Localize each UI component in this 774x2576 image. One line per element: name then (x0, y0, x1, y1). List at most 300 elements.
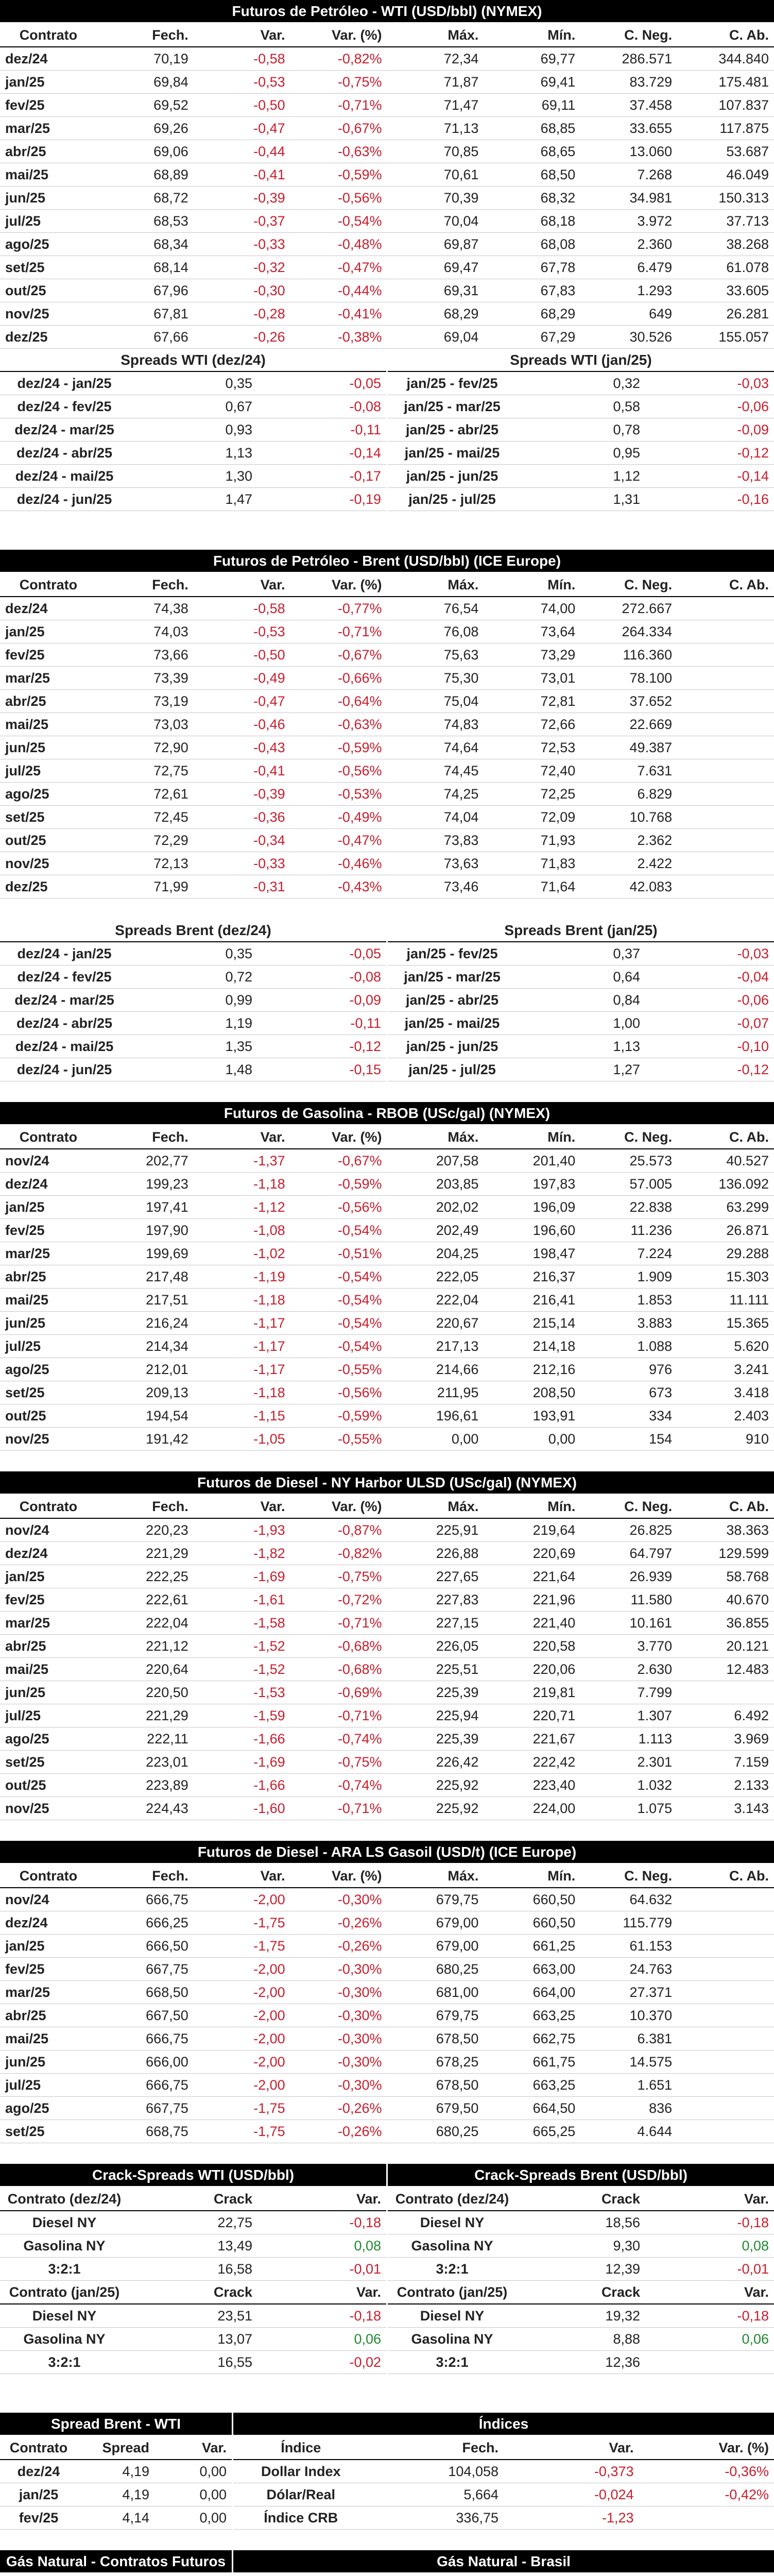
table-cell: 0,00 (484, 1428, 580, 1451)
table-cell: 1,19 (129, 1012, 257, 1035)
table-cell: jan/25 (0, 71, 97, 94)
table-cell: 227,83 (387, 1588, 484, 1612)
table-cell: 221,40 (484, 1612, 580, 1635)
table-cell: 11.111 (677, 1289, 774, 1312)
table-cell: -0,53 (194, 620, 290, 643)
table-cell: -0,44 (194, 140, 290, 163)
table-cell: -0,43% (290, 875, 387, 899)
column-header: Máx. (387, 1865, 484, 1888)
table-row (0, 736, 774, 759)
table-cell: -2,00 (194, 2050, 290, 2074)
table-cell: 33.655 (580, 117, 677, 140)
table-cell: dez/24 - abr/25 (0, 1012, 129, 1035)
table-cell: 70,39 (387, 187, 484, 210)
table-cell: 73,83 (387, 829, 484, 852)
column-header: C. Ab. (677, 24, 774, 47)
table-cell: 5,664 (369, 2483, 504, 2506)
table-row (0, 2050, 774, 2074)
table-cell: out/25 (0, 1774, 97, 1797)
table-cell: -0,59% (290, 1404, 387, 1428)
table-cell: 19,32 (517, 2304, 645, 2328)
column-header: Var. (257, 2188, 386, 2211)
table-cell: 220,64 (97, 1658, 194, 1681)
table-cell: dez/24 (0, 1542, 97, 1565)
wti-title: Futuros de Petróleo - WTI (USD/bbl) (NYMEX) (0, 0, 774, 24)
table-cell: jun/25 (0, 2050, 97, 2074)
table-cell: 115.779 (580, 1911, 677, 1935)
table-cell: 1.075 (580, 1797, 677, 1820)
table-cell: -0,03 (645, 942, 774, 965)
table-cell: mar/25 (0, 1981, 97, 2004)
table-cell: 155.057 (677, 326, 774, 349)
column-header: C. Ab. (677, 573, 774, 597)
table-cell: 3.770 (580, 1635, 677, 1658)
wti-table (0, 24, 774, 349)
table-header-row (0, 2436, 232, 2460)
table-cell: 2.422 (580, 852, 677, 875)
column-header: Fech. (97, 1865, 194, 1888)
column-header (233, 2574, 369, 2576)
table-cell: Gasolina NY (0, 2234, 129, 2258)
table-header-row (388, 2188, 774, 2211)
table-cell: 67,78 (484, 256, 580, 279)
table-cell: -1,18 (194, 1289, 290, 1312)
table-cell: -0,47% (290, 829, 387, 852)
column-header: Contrato (jan/25) (0, 2281, 129, 2304)
table-cell: 8,88 (517, 2328, 645, 2351)
table-cell: 4,19 (77, 2460, 154, 2483)
table-cell: dez/24 - jan/25 (0, 372, 129, 395)
table-cell: 224,43 (97, 1797, 194, 1820)
table-cell: 68,08 (484, 233, 580, 256)
table-cell: 680,25 (387, 2120, 484, 2143)
table-row (0, 1335, 774, 1358)
table-cell: 49.387 (580, 736, 677, 759)
table-row (0, 1196, 774, 1219)
table-cell: jul/25 (0, 2074, 97, 2097)
table-cell: 36.855 (677, 1612, 774, 1635)
table-cell (677, 667, 774, 690)
table-cell: -0,49% (290, 806, 387, 829)
table-cell: 216,24 (97, 1312, 194, 1335)
table-cell: 23,51 (129, 2304, 257, 2328)
table-cell: -0,53 (194, 71, 290, 94)
table-cell: -0,54% (290, 1265, 387, 1289)
table-row (0, 1888, 774, 1911)
column-header: Var. (154, 2436, 232, 2460)
table-cell: 3.883 (580, 1312, 677, 1335)
table-cell: 4,14 (77, 2506, 154, 2530)
table-row (388, 2304, 774, 2328)
column-header: Var. (257, 2281, 386, 2304)
table-cell: 13,07 (129, 2328, 257, 2351)
table-cell: -1,69 (194, 1565, 290, 1588)
table-cell: 37.652 (580, 690, 677, 713)
table-cell: 649 (580, 302, 677, 326)
crack-wti-dez-table (0, 2188, 386, 2281)
table-row (0, 1612, 774, 1635)
column-header: Fech. (97, 1126, 194, 1149)
table-cell: 1,48 (129, 1058, 257, 1081)
table-row (0, 1058, 386, 1081)
table-cell: jun/25 (0, 736, 97, 759)
table-cell: 67,66 (97, 326, 194, 349)
table-cell: Gasolina NY (388, 2234, 517, 2258)
table-cell: 68,72 (97, 187, 194, 210)
table-cell: fev/25 (0, 2506, 77, 2530)
table-cell: ago/25 (0, 1727, 97, 1751)
table-cell: 1.307 (580, 1704, 677, 1727)
table-cell: 68,53 (97, 210, 194, 233)
table-row (0, 256, 774, 279)
table-cell: -0,30% (290, 2027, 387, 2050)
table-cell: 58.768 (677, 1565, 774, 1588)
table-cell: 3.241 (677, 1358, 774, 1381)
table-cell: 72,34 (387, 47, 484, 71)
table-cell: 71,93 (484, 829, 580, 852)
table-row (0, 140, 774, 163)
table-cell: -1,58 (194, 1612, 290, 1635)
table-cell: 217,13 (387, 1335, 484, 1358)
table-row (388, 965, 774, 989)
table-cell: 197,83 (484, 1173, 580, 1196)
table-row (388, 2328, 774, 2351)
table-cell: dez/24 - abr/25 (0, 442, 129, 465)
indices-title: Índices (233, 2413, 774, 2436)
table-cell: 225,94 (387, 1704, 484, 1727)
table-cell: 11.580 (580, 1588, 677, 1612)
table-cell: 1,35 (129, 1035, 257, 1058)
wti-spreads-jan-title: Spreads WTI (jan/25) (388, 349, 774, 372)
table-cell: 220,06 (484, 1658, 580, 1681)
table-row (0, 1265, 774, 1289)
column-header: Contrato (dez/24) (388, 2188, 517, 2211)
table-cell: 214,34 (97, 1335, 194, 1358)
table-cell: -0,17 (257, 465, 386, 488)
table-cell: -0,14 (257, 442, 386, 465)
table-cell (677, 736, 774, 759)
table-cell: 0,64 (517, 965, 645, 989)
table-cell: -0,12 (645, 442, 774, 465)
table-cell: -1,75 (194, 2097, 290, 2120)
ulsd-title: Futuros de Diesel - NY Harbor ULSD (USc/gal) (NYMEX) (0, 1471, 774, 1495)
table-row (0, 1518, 774, 1542)
table-cell: -0,28 (194, 302, 290, 326)
table-cell: 264.334 (580, 620, 677, 643)
table-cell: 68,32 (484, 187, 580, 210)
column-header: Var. (%) (290, 1126, 387, 1149)
table-cell: 1,47 (129, 488, 257, 511)
table-cell: 666,25 (97, 1911, 194, 1935)
table-cell: 214,18 (484, 1335, 580, 1358)
table-cell: 217,51 (97, 1289, 194, 1312)
table-cell: 68,29 (484, 302, 580, 326)
column-header: Crack (517, 2188, 645, 2211)
table-cell: 3:2:1 (388, 2258, 517, 2281)
table-cell: -0,71% (290, 1612, 387, 1635)
table-cell: -0,024 (504, 2483, 639, 2506)
table-cell: -1,69 (194, 1751, 290, 1774)
table-cell: -0,72% (290, 1588, 387, 1612)
table-cell: -0,71% (290, 620, 387, 643)
crack-section (0, 2164, 774, 2374)
table-cell: mai/25 (0, 1658, 97, 1681)
table-row (388, 372, 774, 395)
table-cell: ago/25 (0, 1358, 97, 1381)
table-cell: 78.100 (580, 667, 677, 690)
table-cell: 73,29 (484, 643, 580, 667)
column-header: Crack (517, 2281, 645, 2304)
column-header: Var. (194, 24, 290, 47)
table-cell: 74,64 (387, 736, 484, 759)
table-cell: 30.526 (580, 326, 677, 349)
table-cell: 679,50 (387, 2097, 484, 2120)
column-header: Índice (233, 2436, 369, 2460)
table-cell: -0,49 (194, 667, 290, 690)
column-header (504, 2574, 639, 2576)
table-cell: 26.939 (580, 1565, 677, 1588)
table-cell: -0,30% (290, 2074, 387, 2097)
table-cell: 75,63 (387, 643, 484, 667)
table-cell: -0,33 (194, 233, 290, 256)
table-cell: 664,00 (484, 1981, 580, 2004)
table-row (0, 806, 774, 829)
table-row (0, 418, 386, 442)
table-row (0, 117, 774, 140)
table-cell: 191,42 (97, 1428, 194, 1451)
gas-section (0, 2550, 774, 2576)
table-row (0, 1242, 774, 1265)
table-cell: 0,95 (517, 442, 645, 465)
table-cell: 0,06 (257, 2328, 386, 2351)
table-row (0, 1035, 386, 1058)
table-row (0, 875, 774, 899)
table-cell (677, 2097, 774, 2120)
table-row (0, 210, 774, 233)
table-cell: Gasolina NY (388, 2328, 517, 2351)
ulsd-table (0, 1495, 774, 1820)
column-header: Var. (%) (290, 573, 387, 597)
table-cell: -0,67% (290, 643, 387, 667)
table-cell: jun/25 (0, 1312, 97, 1335)
table-cell: 663,25 (484, 2074, 580, 2097)
table-cell: 678,50 (387, 2074, 484, 2097)
table-cell: 226,42 (387, 1751, 484, 1774)
table-cell: fev/25 (0, 1958, 97, 1981)
table-cell: -0,18 (645, 2211, 774, 2234)
table-cell: 67,96 (97, 279, 194, 302)
table-cell: 37.713 (677, 210, 774, 233)
table-row (0, 2351, 386, 2374)
table-cell (677, 2074, 774, 2097)
table-row (388, 2351, 774, 2374)
column-header: C. Neg. (580, 1495, 677, 1518)
table-cell: -0,59% (290, 736, 387, 759)
table-cell: -2,00 (194, 1981, 290, 2004)
table-row (0, 965, 386, 989)
table-cell: jan/25 (0, 1565, 97, 1588)
table-cell: 26.871 (677, 1219, 774, 1242)
table-cell: 0,72 (129, 965, 257, 989)
table-cell: -0,18 (257, 2304, 386, 2328)
table-cell: 910 (677, 1428, 774, 1451)
column-header: Var. (%) (290, 1865, 387, 1888)
table-cell: -0,68% (290, 1658, 387, 1681)
table-cell: 679,75 (387, 2004, 484, 2027)
table-cell: 663,00 (484, 1958, 580, 1981)
spread-indices-section (0, 2413, 774, 2530)
table-cell: 68,85 (484, 117, 580, 140)
brent-spreads-jan-title: Spreads Brent (jan/25) (388, 919, 774, 942)
table-row (0, 2120, 774, 2143)
table-header-row (0, 2574, 232, 2576)
table-cell: -0,39 (194, 187, 290, 210)
table-row (0, 1704, 774, 1727)
table-cell: -0,68% (290, 1635, 387, 1658)
table-cell: -0,71% (290, 1704, 387, 1727)
table-cell: Diesel NY (0, 2304, 129, 2328)
table-cell: -1,18 (194, 1173, 290, 1196)
table-cell: 0,00 (154, 2460, 232, 2483)
table-cell (677, 1888, 774, 1911)
table-cell: -0,39 (194, 783, 290, 806)
table-cell: -0,34 (194, 829, 290, 852)
table-cell: 67,29 (484, 326, 580, 349)
table-cell: 0,35 (129, 372, 257, 395)
table-cell: 72,09 (484, 806, 580, 829)
table-cell: 73,64 (484, 620, 580, 643)
table-cell: 13.060 (580, 140, 677, 163)
table-cell: 220,69 (484, 1542, 580, 1565)
table-row (388, 442, 774, 465)
table-cell: 7.631 (580, 759, 677, 783)
table-row (0, 620, 774, 643)
table-cell: 2.360 (580, 233, 677, 256)
table-cell: 72,45 (97, 806, 194, 829)
table-cell: -0,06 (645, 989, 774, 1012)
table-cell: set/25 (0, 1751, 97, 1774)
table-cell: 214,66 (387, 1358, 484, 1381)
table-row (0, 465, 386, 488)
table-cell (677, 2004, 774, 2027)
column-header: C. Ab. (677, 1865, 774, 1888)
table-cell: -0,55% (290, 1428, 387, 1451)
table-cell: 74,00 (484, 597, 580, 620)
table-cell: -0,30% (290, 2050, 387, 2074)
table-row (0, 1588, 774, 1612)
table-cell: 666,75 (97, 2027, 194, 2050)
column-header: Var. (194, 1495, 290, 1518)
table-cell: 104,058 (369, 2460, 504, 2483)
table-cell: jan/25 (0, 2483, 77, 2506)
table-cell: -1,05 (194, 1428, 290, 1451)
table-cell: dez/24 - jun/25 (0, 488, 129, 511)
table-cell: 667,75 (97, 2097, 194, 2120)
table-cell: 226,05 (387, 1635, 484, 1658)
table-cell: 70,19 (97, 47, 194, 71)
table-cell: 150.313 (677, 187, 774, 210)
table-cell: -0,12 (645, 1058, 774, 1081)
table-cell: 76,54 (387, 597, 484, 620)
table-cell: 199,23 (97, 1173, 194, 1196)
table-cell: 69,84 (97, 71, 194, 94)
table-row (388, 989, 774, 1012)
table-cell: 68,34 (97, 233, 194, 256)
column-header: Mín. (484, 573, 580, 597)
table-row (0, 829, 774, 852)
table-cell: 68,29 (387, 302, 484, 326)
column-header: Contrato (dez/24) (0, 2188, 129, 2211)
table-cell: dez/24 - jun/25 (0, 1058, 129, 1081)
table-cell: 222,04 (97, 1612, 194, 1635)
table-cell: 38.363 (677, 1518, 774, 1542)
table-cell: dez/24 - mai/25 (0, 465, 129, 488)
table-cell: -0,58 (194, 47, 290, 71)
table-cell: -0,63% (290, 140, 387, 163)
table-row (233, 2483, 774, 2506)
table-row (0, 2097, 774, 2120)
column-header: Contrato (0, 1865, 97, 1888)
column-header: Crack (129, 2281, 257, 2304)
table-cell: nov/24 (0, 1888, 97, 1911)
table-row (0, 1635, 774, 1658)
table-cell: 15.303 (677, 1265, 774, 1289)
table-cell: 61.153 (580, 1935, 677, 1958)
table-cell: 679,00 (387, 1935, 484, 1958)
table-cell (677, 1981, 774, 2004)
table-row (0, 1404, 774, 1428)
table-cell: 154 (580, 1428, 677, 1451)
table-cell: 221,96 (484, 1588, 580, 1612)
table-cell: 69,04 (387, 326, 484, 349)
gas-br-title: Gás Natural - Brasil (233, 2550, 774, 2574)
table-cell: 666,50 (97, 1935, 194, 1958)
table-cell: -2,00 (194, 1958, 290, 1981)
table-header-row (0, 1495, 774, 1518)
table-cell: Diesel NY (0, 2211, 129, 2234)
table-cell: 202,77 (97, 1149, 194, 1173)
gas-fut-title: Gás Natural - Contratos Futuros (0, 2550, 232, 2574)
table-cell: -2,00 (194, 2027, 290, 2050)
table-cell: 216,41 (484, 1289, 580, 1312)
table-cell: 1.032 (580, 1774, 677, 1797)
table-cell: abr/25 (0, 140, 97, 163)
column-header: Var. (%) (290, 1495, 387, 1518)
table-cell: 129.599 (677, 1542, 774, 1565)
table-cell: 660,50 (484, 1888, 580, 1911)
column-header: Contrato (0, 1126, 97, 1149)
table-cell: 74,83 (387, 713, 484, 736)
table-row (0, 163, 774, 187)
table-cell: -0,63% (290, 713, 387, 736)
table-cell: ago/25 (0, 233, 97, 256)
table-cell: Dólar/Real (233, 2483, 369, 2506)
table-cell: -0,47% (290, 256, 387, 279)
table-cell: jan/25 - fev/25 (388, 942, 517, 965)
gasoil-section (0, 1841, 774, 2143)
table-cell: 71,87 (387, 71, 484, 94)
table-cell: 73,63 (387, 852, 484, 875)
table-cell (677, 806, 774, 829)
table-cell: 5.620 (677, 1335, 774, 1358)
table-row (0, 1173, 774, 1196)
table-cell: jan/25 (0, 1935, 97, 1958)
table-cell: -0,30% (290, 1981, 387, 2004)
table-cell: -0,82% (290, 1542, 387, 1565)
table-cell: -0,08 (257, 965, 386, 989)
table-cell: 222,11 (97, 1727, 194, 1751)
table-cell: 0,06 (645, 2328, 774, 2351)
